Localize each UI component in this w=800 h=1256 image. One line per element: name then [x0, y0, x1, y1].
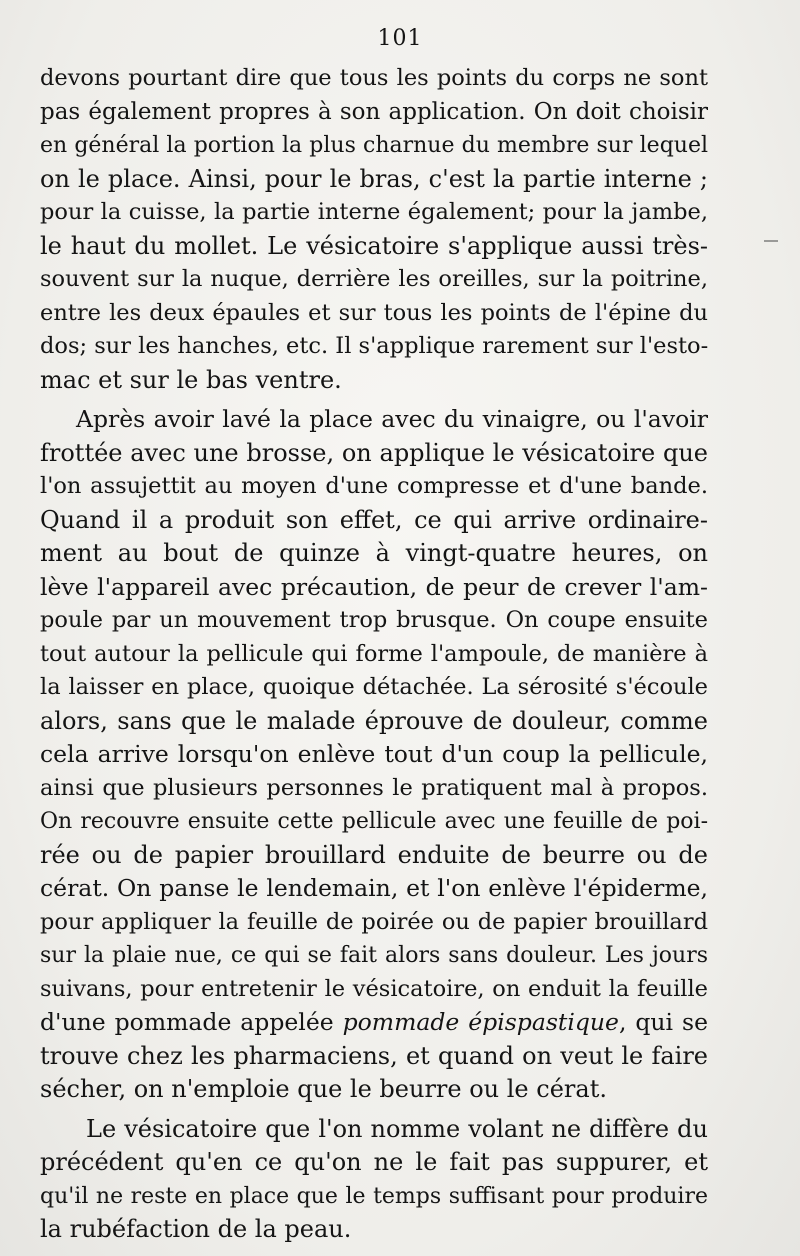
text-fragment: d'une pommade appelée: [40, 1008, 334, 1036]
text-line: alors, sans que le malade éprouve de douleur, comme: [40, 706, 708, 735]
text-line: poule par un mouvement trop brusque. On coupe ensuite: [40, 607, 708, 633]
text-line: Après avoir lavé la place avec du vinaigre, ou l'avoir: [76, 405, 708, 433]
text-line: sur la plaie nue, ce qui se fait alors sans douleur. Les jours: [40, 943, 708, 968]
text-line: ainsi que plusieurs personnes le pratiquent mal à propos.: [40, 774, 708, 801]
text-line: suivans, pour entretenir le vésicatoire, on enduit la feuille: [40, 975, 708, 1002]
text-line: rée ou de papier brouillard enduite de beurre ou de: [40, 840, 708, 869]
text-line: pas également propres à son application. On doit choisir: [40, 98, 708, 125]
text-line: précédent qu'en ce qu'on ne le fait pas suppurer, et: [40, 1148, 708, 1176]
text-line: On recouvre ensuite cette pellicule avec une feuille de poi-: [40, 809, 708, 834]
text-fragment: , qui se: [618, 1008, 708, 1036]
page-number: 101: [377, 26, 423, 51]
text-line: lève l'appareil avec précaution, de peur de crever l'am-: [40, 572, 708, 601]
text-line: qu'il ne reste en place que le temps suffisant pour produire: [40, 1183, 708, 1209]
text-line: tout autour la pellicule qui forme l'ampoule, de manière à: [40, 640, 708, 667]
text-line: pour appliquer la feuille de poirée ou de papier brouillard: [40, 908, 708, 935]
text-line: souvent sur la nuque, derrière les oreilles, sur la poitrine,: [40, 266, 708, 292]
text-line: la rubéfaction de la peau.: [40, 1215, 352, 1243]
text-line: trouve chez les pharmaciens, et quand on veut le faire: [40, 1041, 708, 1070]
italic-term: pommade épispastique: [342, 1008, 619, 1036]
text-line: Le vésicatoire que l'on nomme volant ne diffère du: [86, 1114, 708, 1143]
text-line: l'on assujettit au moyen d'une compresse et d'une bande.: [40, 473, 708, 499]
margin-mark: [764, 240, 778, 242]
text-line: sécher, on n'emploie que le beurre ou le cérat.: [40, 1075, 607, 1103]
text-line: mac et sur le bas ventre.: [40, 365, 342, 394]
text-line: cérat. On panse le lendemain, et l'on enlève l'épiderme,: [40, 874, 708, 902]
text-line: entre les deux épaules et sur tous les points de l'épine du: [40, 299, 708, 326]
text-line: cela arrive lorsqu'on enlève tout d'un coup la pellicule,: [40, 740, 708, 768]
text-line: devons pourtant dire que tous les points du corps ne sont: [40, 65, 708, 91]
text-line: pour la cuisse, la partie interne également; pour la jambe,: [40, 199, 708, 225]
text-line: frottée avec une brosse, on applique le vésicatoire que: [40, 438, 708, 467]
text-line: la laisser en place, quoique détachée. La sérosité s'écoule: [40, 674, 708, 700]
text-line: on le place. Ainsi, pour le bras, c'est la partie interne ;: [40, 164, 708, 193]
page-body: [40, 62, 708, 1247]
text-line: ment au bout de quinze à vingt-quatre heures, on: [40, 539, 708, 567]
text-line: [40, 1006, 708, 1040]
text-line: en général la portion la plus charnue du membre sur lequel: [40, 133, 708, 158]
text-line: Quand il a produit son effet, ce qui arrive ordinaire-: [40, 505, 708, 534]
text-line: le haut du mollet. Le vésicatoire s'applique aussi très-: [40, 231, 708, 260]
text-line: dos; sur les hanches, etc. Il s'applique rarement sur l'esto-: [40, 333, 709, 359]
